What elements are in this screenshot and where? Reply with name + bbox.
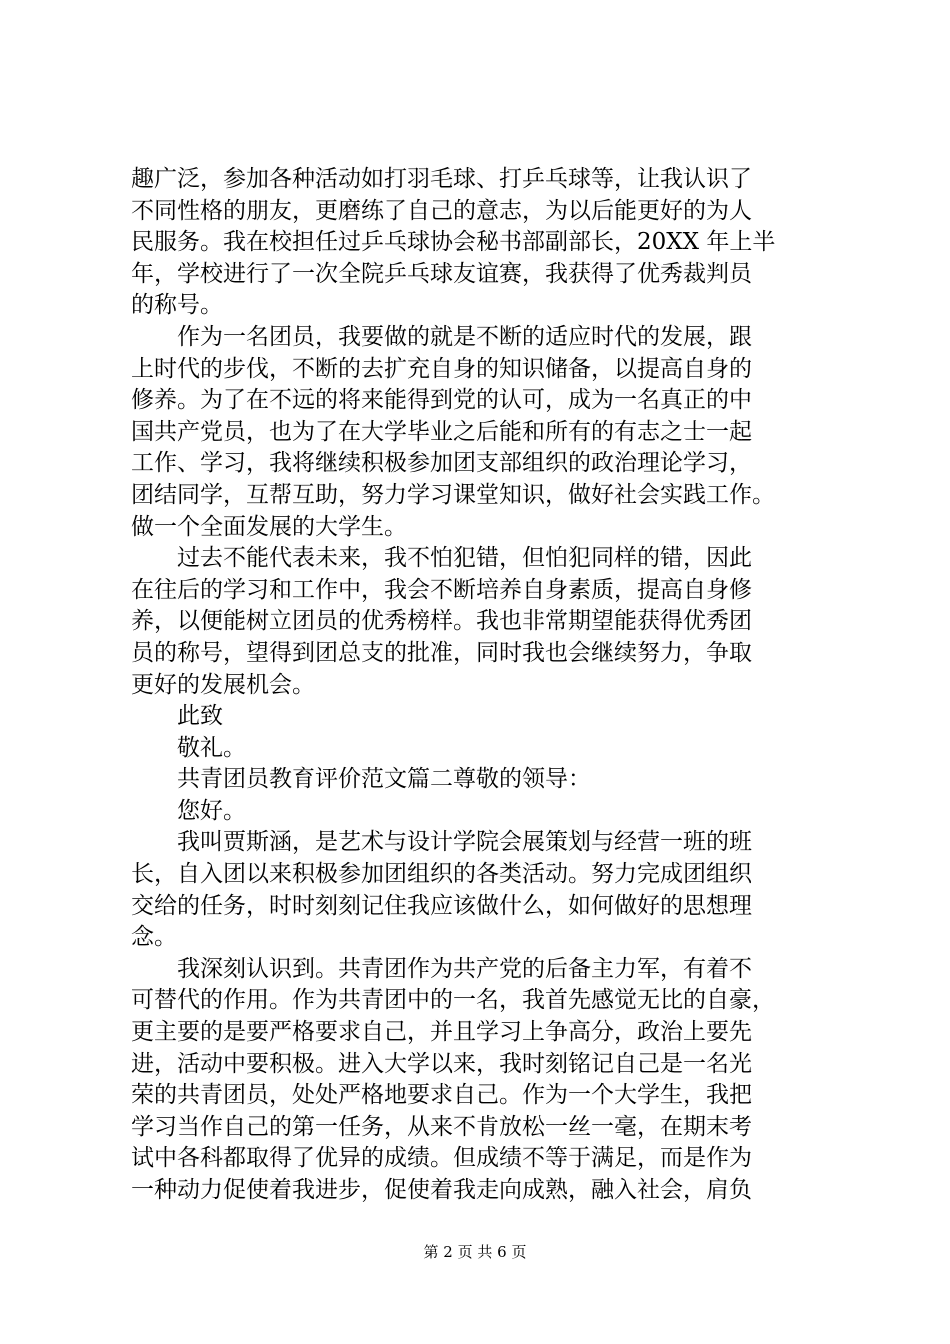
paragraph-start-line: 过去不能代表未来，我不怕犯错，但怕犯同样的错，因此 xyxy=(177,545,752,572)
document-body xyxy=(131,164,831,1207)
text-line: 可替代的作用。作为共青团中的一名，我首先感觉无比的自豪， xyxy=(131,987,775,1014)
text-line: 长，自入团以来积极参加团组织的各类活动。努力完成团组织 xyxy=(131,861,752,888)
text-line: 国共产党员，也为了在大学毕业之后能和所有的有志之士一起 xyxy=(131,418,752,445)
text-line: 年，学校进行了一次全院乒乓球友谊赛，我获得了优秀裁判员 xyxy=(131,260,752,287)
page-number-footer: 第 2 页 共 6 页 xyxy=(423,1243,527,1261)
text-line: 交给的任务，时时刻刻记住我应该做什么，如何做好的思想理 xyxy=(131,892,752,919)
paragraph-start-line: 我深刻认识到。共青团作为共产党的后备主力军，有着不 xyxy=(177,955,752,982)
text-line: 荣的共青团员，处处严格地要求自己。作为一个大学生，我把 xyxy=(131,1082,752,1109)
text-line: 进，活动中要积极。进入大学以来，我时刻铭记自己是一名光 xyxy=(131,1050,752,1077)
closing-salutation: 此致 xyxy=(177,703,223,730)
text-line: 上时代的步伐，不断的去扩充自身的知识储备，以提高自身的 xyxy=(131,355,752,382)
text-line: 民服务。我在校担任过乒乓球协会秘书部副部长，20XX 年上半 xyxy=(131,229,776,256)
text-line: 试中各科都取得了优异的成绩。但成绩不等于满足，而是作为 xyxy=(131,1145,752,1172)
greeting-line: 您好。 xyxy=(177,797,246,824)
text-line: 工作、学习，我将继续积极参加团支部组织的政治理论学习， xyxy=(131,450,752,477)
text-line: 趣广泛，参加各种活动如打羽毛球、打乒乓球等，让我认识了 xyxy=(131,166,752,192)
text-line: 的称号。 xyxy=(131,292,223,319)
text-line: 在往后的学习和工作中，我会不断培养自身素质，提高自身修 xyxy=(131,576,752,603)
text-line: 念。 xyxy=(131,924,177,951)
text-line: 学习当作自己的第一任务，从来不肯放松一丝一毫，在期末考 xyxy=(131,1113,752,1140)
closing-regards: 敬礼。 xyxy=(177,734,246,761)
text-line: 不同性格的朋友，更磨练了自己的意志，为以后能更好的为人 xyxy=(131,197,752,224)
text-line: 一种动力促使着我进步，促使着我走向成熟，融入社会，肩负 xyxy=(131,1177,752,1203)
text-line: 员的称号，望得到团总支的批准，同时我也会继续努力，争取 xyxy=(131,639,752,666)
text-line: 修养。为了在不远的将来能得到党的认可，成为一名真正的中 xyxy=(131,387,752,414)
text-line: 更好的发展机会。 xyxy=(131,671,315,698)
text-line: 养，以便能树立团员的优秀榜样。我也非常期望能获得优秀团 xyxy=(131,608,752,635)
text-line: 做一个全面发展的大学生。 xyxy=(131,513,407,540)
paragraph-start-line: 我叫贾斯涵，是艺术与设计学院会展策划与经营一班的班 xyxy=(177,829,752,856)
text-line: 团结同学，互帮互助，努力学习课堂知识，做好社会实践工作。 xyxy=(131,481,775,508)
section-heading: 共青团员教育评价范文篇二尊敬的领导： xyxy=(177,766,591,793)
paragraph-start-line: 作为一名团员，我要做的就是不断的适应时代的发展，跟 xyxy=(177,323,752,350)
text-line: 更主要的是要严格要求自己，并且学习上争高分，政治上要先 xyxy=(131,1019,752,1046)
